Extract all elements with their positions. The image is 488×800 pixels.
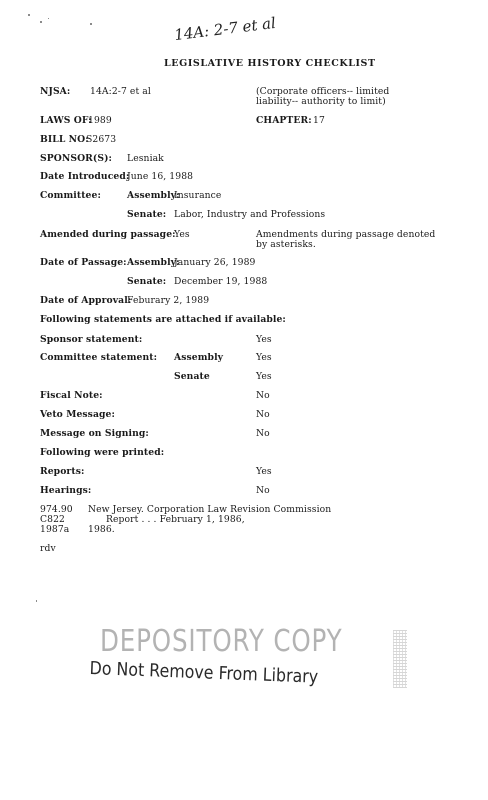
do-not-remove-stamp: Do Not Remove From Library: [89, 658, 319, 688]
date-of-approval-label: Date of Approval:: [40, 295, 132, 306]
scan-speck: [90, 23, 92, 25]
committee-senate-value: Labor, Industry and Professions: [174, 209, 326, 220]
bill-no-label: BILL NO:: [40, 134, 89, 145]
page-title: LEGISLATIVE HISTORY CHECKLIST: [164, 58, 376, 69]
scan-noise: [393, 630, 407, 688]
initials: rdv: [40, 543, 56, 554]
passage-assembly-value: January 26, 1989: [174, 257, 256, 268]
hearings-value: No: [256, 485, 270, 496]
committee-senate-label: Senate:: [127, 209, 167, 220]
reference-line: 1986.: [88, 524, 115, 535]
amended-note: Amendments during passage denoted: [256, 229, 436, 240]
committee-statement-assembly-value: Yes: [256, 352, 272, 363]
committee-statement-senate-value: Yes: [256, 371, 272, 382]
laws-of-value: 1989: [88, 115, 112, 126]
sponsors-label: SPONSOR(S):: [40, 153, 113, 164]
scan-speck: [36, 600, 37, 602]
veto-message-label: Veto Message:: [40, 409, 115, 420]
njsa-note: (Corporate officers-- limited: [256, 86, 390, 97]
amended-value: Yes: [174, 229, 190, 240]
committee-statement-label: Committee statement:: [40, 352, 158, 363]
printed-heading: Following were printed:: [40, 447, 165, 458]
scan-speck: [40, 21, 42, 23]
amended-label: Amended during passage:: [40, 229, 176, 240]
hearings-label: Hearings:: [40, 485, 92, 496]
date-of-approval-value: Feburary 2, 1989: [127, 295, 210, 306]
njsa-label: NJSA:: [40, 86, 71, 97]
scan-speck: [48, 18, 49, 19]
reference-line: Report . . . February 1, 1986,: [106, 514, 245, 525]
committee-statement-assembly-label: Assembly: [174, 352, 224, 363]
sponsors-value: Lesniak: [127, 153, 164, 164]
reports-label: Reports:: [40, 466, 85, 477]
passage-senate-value: December 19, 1988: [174, 276, 268, 287]
depository-stamp: DEPOSITORY COPY: [100, 624, 343, 659]
veto-message-value: No: [256, 409, 270, 420]
chapter-label: CHAPTER:: [256, 115, 312, 126]
laws-of-label: LAWS OF:: [40, 115, 92, 126]
committee-label: Committee:: [40, 190, 101, 201]
njsa-note: liability-- authority to limit): [256, 96, 386, 107]
sponsor-statement-label: Sponsor statement:: [40, 334, 143, 345]
call-number: C822: [40, 514, 65, 525]
statements-heading: Following statements are attached if available:: [40, 314, 286, 325]
passage-senate-label: Senate:: [127, 276, 167, 287]
amended-note: by asterisks.: [256, 239, 316, 250]
reference-line: New Jersey. Corporation Law Revision Commission: [88, 504, 332, 515]
date-introduced-label: Date Introduced:: [40, 171, 130, 182]
date-of-passage-label: Date of Passage:: [40, 257, 127, 268]
passage-assembly-label: Assembly:: [127, 257, 180, 268]
scan-speck: [28, 14, 30, 16]
fiscal-note-value: No: [256, 390, 270, 401]
committee-statement-senate-label: Senate: [174, 371, 210, 382]
bill-no-value: S2673: [86, 134, 117, 145]
reports-value: Yes: [256, 466, 272, 477]
date-introduced-value: June 16, 1988: [127, 171, 194, 182]
call-number: 1987a: [40, 524, 70, 535]
fiscal-note-label: Fiscal Note:: [40, 390, 103, 401]
njsa-value: 14A:2-7 et al: [90, 86, 151, 97]
chapter-value: 17: [313, 115, 325, 126]
call-number: 974.90: [40, 504, 73, 515]
message-on-signing-value: No: [256, 428, 270, 439]
sponsor-statement-value: Yes: [256, 334, 272, 345]
handwritten-note: 14A: 2-7 et al: [173, 13, 277, 45]
committee-assembly-value: Insurance: [174, 190, 222, 201]
committee-assembly-label: Assembly:: [127, 190, 180, 201]
message-on-signing-label: Message on Signing:: [40, 428, 149, 439]
